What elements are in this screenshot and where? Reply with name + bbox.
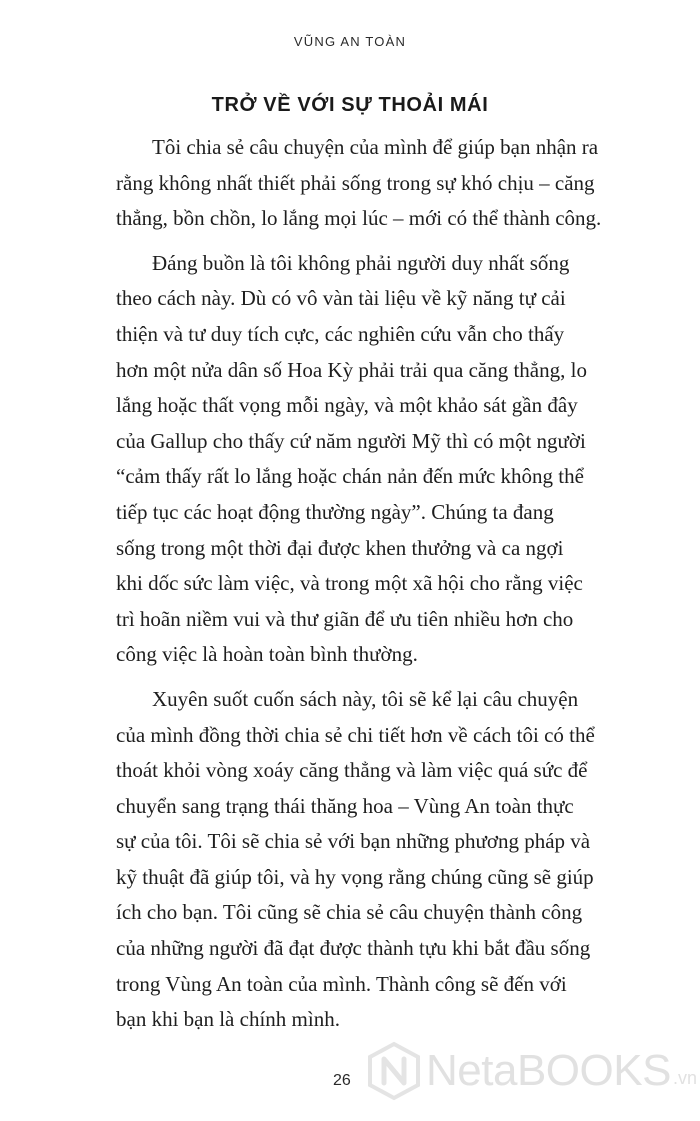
text-line: hơn một nửa dân số Hoa Kỳ phải trải qua căng thẳng, lo (116, 357, 587, 382)
text-line: trì hoãn niềm vui và thư giãn để ưu tiên nhiều hơn cho (116, 606, 574, 631)
text-line: Đáng buồn là tôi không phải người duy nhất sống (152, 250, 570, 275)
text-line: trong Vùng An toàn của mình. Thành công sẽ đến với (116, 971, 567, 996)
text-line: Tôi chia sẻ câu chuyện của mình để giúp bạn nhận ra (152, 135, 599, 159)
text-line: khi dốc sức làm việc, và trong một xã hội cho rằng việc (116, 571, 583, 596)
text-line: theo cách này. Dù có vô vàn tài liệu về kỹ năng tự cải (116, 286, 566, 311)
text-line: của Gallup cho thấy cứ năm người Mỹ thì có một người (116, 428, 586, 453)
text-line: thoát khỏi vòng xoáy căng thẳng và làm việc quá sức để (116, 758, 588, 783)
text-line: công việc là hoàn toàn bình thường. (116, 642, 418, 667)
section-heading: TRỞ VỀ VỚI SỰ THOẢI MÁI (211, 94, 489, 116)
page-number: 26 (333, 1072, 351, 1089)
paragraph-2 (80, 246, 628, 673)
text-line: kỹ thuật đã giúp tôi, và hy vọng rằng chúng cũng sẽ giúp (116, 864, 594, 889)
text-line: của mình đồng thời chia sẻ chi tiết hơn về cách tôi có thể (116, 722, 595, 747)
text-line: sự của tôi. Tôi sẽ chia sẻ với bạn những phương pháp và (116, 829, 591, 854)
text-line: sống trong một thời đại được khen thưởng và ca ngợi (116, 535, 564, 560)
text-line: “cảm thấy rất lo lắng hoặc chán nản đến mức không thể (116, 464, 584, 489)
text-line: thiện và tư duy tích cực, các nghiên cứu vẫn cho thấy (116, 321, 565, 346)
running-header: VŨNG AN TOÀN (293, 34, 407, 49)
watermark-brand: NetaBOOKS (426, 1046, 671, 1095)
text-line: thẳng, bồn chồn, lo lắng mọi lúc – mới có thể thành công. (116, 206, 602, 231)
watermark (366, 1041, 697, 1101)
text-line: của những người đã đạt được thành tựu khi bắt đầu sống (116, 936, 591, 961)
text-line: rằng không nhất thiết phải sống trong sự khó chịu – căng (116, 170, 595, 195)
text-line: bạn khi bạn là chính mình. (116, 1007, 340, 1032)
text-line: tiếp tục các hoạt động thường ngày”. Chúng ta đang (116, 499, 554, 524)
paragraph-3 (80, 682, 628, 1038)
watermark-suffix: .vn (672, 1068, 697, 1088)
text-line: ích cho bạn. Tôi cũng sẽ chia sẻ câu chuyện thành công (116, 900, 583, 925)
text-line: chuyển sang trạng thái thăng hoa – Vùng An toàn thực (116, 793, 574, 818)
body-text (80, 130, 628, 1047)
paragraph-1 (80, 130, 628, 237)
text-line: lắng hoặc thất vọng mỗi ngày, và một khảo sát gần đây (116, 393, 578, 418)
netabooks-logo-icon (366, 1041, 422, 1101)
text-line: Xuyên suốt cuốn sách này, tôi sẽ kể lại câu chuyện (152, 686, 579, 711)
